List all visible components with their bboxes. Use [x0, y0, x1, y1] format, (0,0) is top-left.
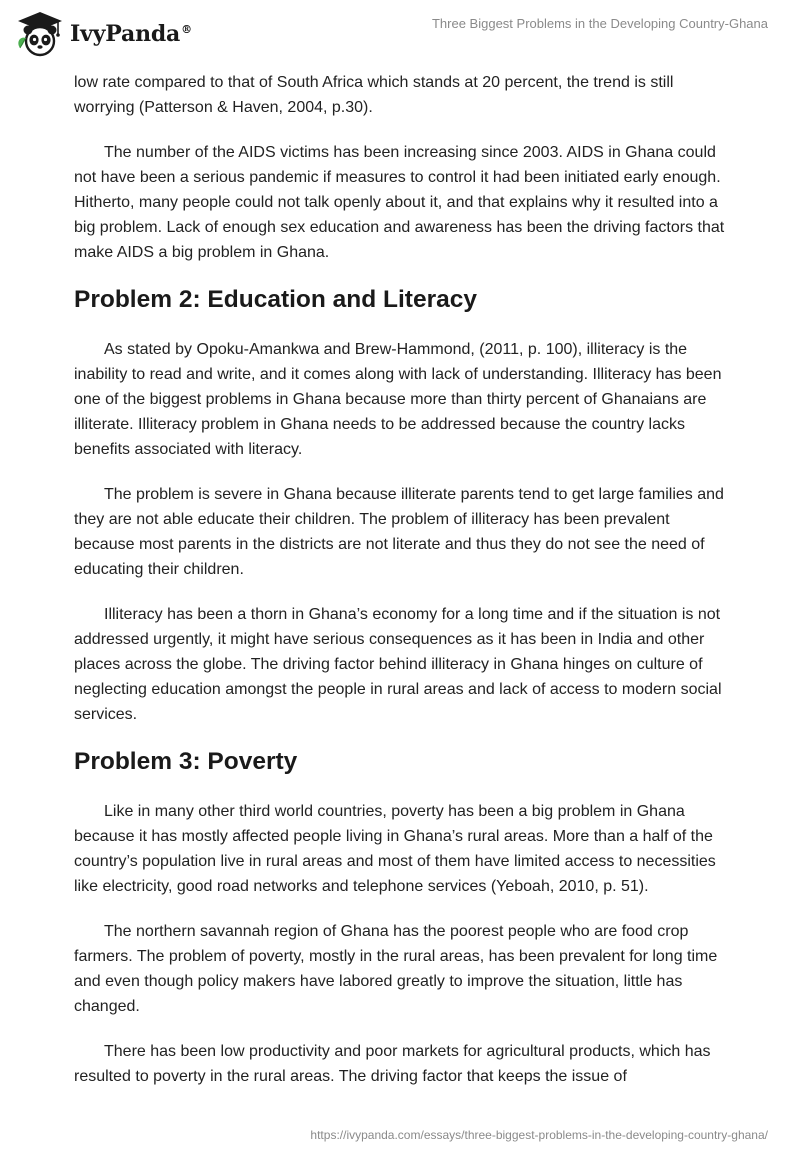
logo[interactable] [14, 8, 192, 60]
running-title: Three Biggest Problems in the Developing Country-Ghana [431, 16, 768, 31]
paragraph-continued: low rate compared to that of South Africa which stands at 20 percent, the trend is still worrying (Patterson & Haven, 2004, p.30). [74, 74, 674, 116]
source-url[interactable]: https://ivypanda.com/essays/three-biggest-problems-in-the-developing-country-ghana/ [310, 1128, 768, 1142]
paragraph-illiteracy-severity: The problem is severe in Ghana because illiterate parents tend to get large families and they are not able educate their children. The problem of illiteracy has been prevalent because most parents in the districts are not literate and thus they do not see the need of educating their children. [74, 486, 724, 578]
heading-problem-3: Problem 3: Poverty [74, 748, 298, 775]
paragraph-poverty-rural: Like in many other third world countries, poverty has been a big problem in Ghana because it has mostly affected people living in Ghana’s rural areas. More than a half of the country’s population live in rural areas and most of them have limited access to necessities like electricity, good road networks and telephone services (Yeboah, 2010, p. 51). [74, 803, 716, 895]
paragraph-illiteracy-economy: Illiteracy has been a thorn in Ghana’s economy for a long time and if the situation is not addressed urgently, it might have serious consequences as it has been in India and other places across the globe. The driving factor behind illiteracy in Ghana hinges on culture of neglecting education amongst the people in rural areas and lack of access to modern social services. [74, 606, 722, 723]
logo-text: IvyPanda [70, 21, 181, 47]
registered-mark: ® [181, 22, 192, 36]
paragraph-poverty-savannah: The northern savannah region of Ghana has the poorest people who are food crop farmers. The problem of poverty, mostly in the rural areas, has been prevalent for long time and even though policy makers have labored greatly to improve the situation, little has changed. [74, 923, 718, 1015]
paragraph-aids-victims: The number of the AIDS victims has been increasing since 2003. AIDS in Ghana could not have been a serious pandemic if measures to control it had been initiated early enough. Hitherto, many people could not talk openly about it, and that explains why it resulted into a big problem. Lack of enough sex education and awareness has been the driving factors that make AIDS a big problem in Ghana. [74, 144, 725, 261]
logo-wordmark [70, 21, 192, 47]
paragraph-poverty-productivity: There has been low productivity and poor markets for agricultural products, which has resulted to poverty in the rural areas. The driving factor that keeps the issue of [74, 1043, 711, 1085]
page-header [0, 0, 800, 64]
paragraph-illiteracy-definition: As stated by Opoku-Amankwa and Brew-Hammond, (2011, p. 100), illiteracy is the inability to read and write, and it comes along with lack of understanding. Illiteracy has been one of the biggest problems in Ghana because more than thirty percent of Ghanaians are illiterate. Illiteracy problem in Ghana needs to be addressed because the country lacks benefits associated with literacy. [74, 341, 722, 458]
panda-graduate-icon [14, 8, 66, 60]
heading-problem-2: Problem 2: Education and Literacy [74, 286, 477, 313]
essay-body [74, 70, 730, 1109]
